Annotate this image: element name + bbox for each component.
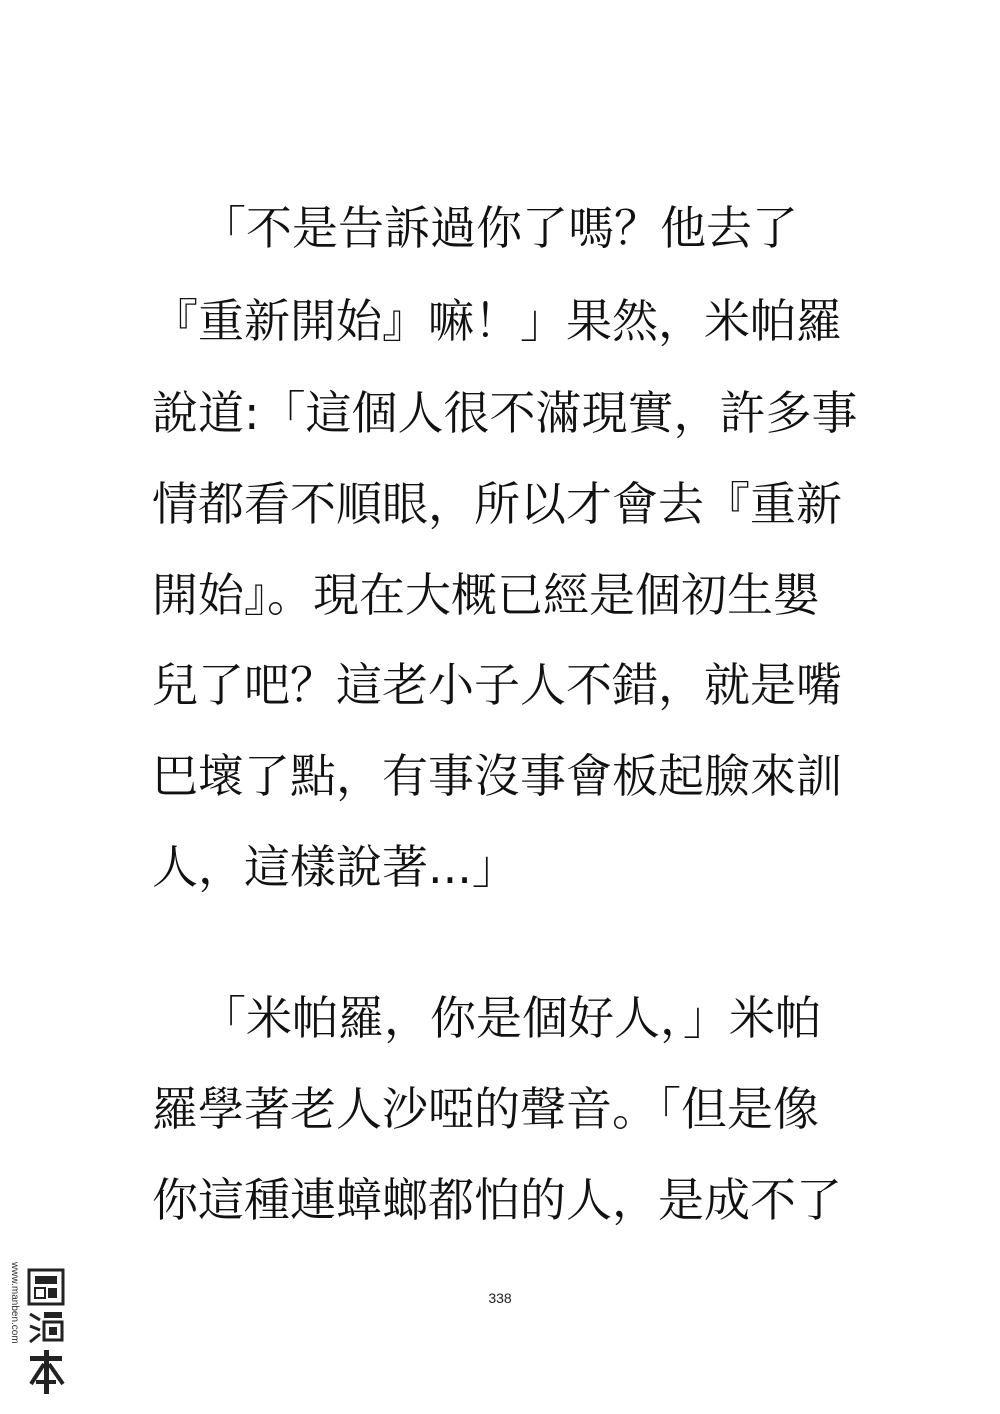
text-line: 你這種連蟑螂都怕的人，是成不了 bbox=[152, 1173, 842, 1227]
text-line: 人，這樣說著...」 bbox=[152, 840, 518, 894]
text-line: 「米帕羅，你是個好人，」米帕 bbox=[200, 991, 821, 1045]
text-line: 『重新開始』嘛！」果然，米帕羅 bbox=[152, 294, 842, 348]
text-line: 羅學著老人沙啞的聲音。「但是像 bbox=[152, 1082, 819, 1136]
text-line: 說道:「這個人很不滿現實，許多事 bbox=[152, 386, 858, 440]
text-line: 情都看不順眼，所以才會去『重新 bbox=[152, 477, 842, 531]
watermark bbox=[6, 1262, 70, 1406]
page-number: 338 bbox=[488, 1290, 512, 1306]
watermark-logo bbox=[26, 1266, 68, 1402]
watermark-url: www.manben.com bbox=[9, 1262, 20, 1344]
text-line: 開始』。現在大概已經是個初生嬰 bbox=[152, 568, 819, 622]
text-line: 兒了吧？這老小子人不錯，就是嘴 bbox=[152, 658, 842, 712]
text-line: 巴壞了點，有事沒事會板起臉來訓 bbox=[152, 749, 842, 803]
text-line: 「不是告訴過你了嗎？他去了 bbox=[200, 201, 798, 255]
